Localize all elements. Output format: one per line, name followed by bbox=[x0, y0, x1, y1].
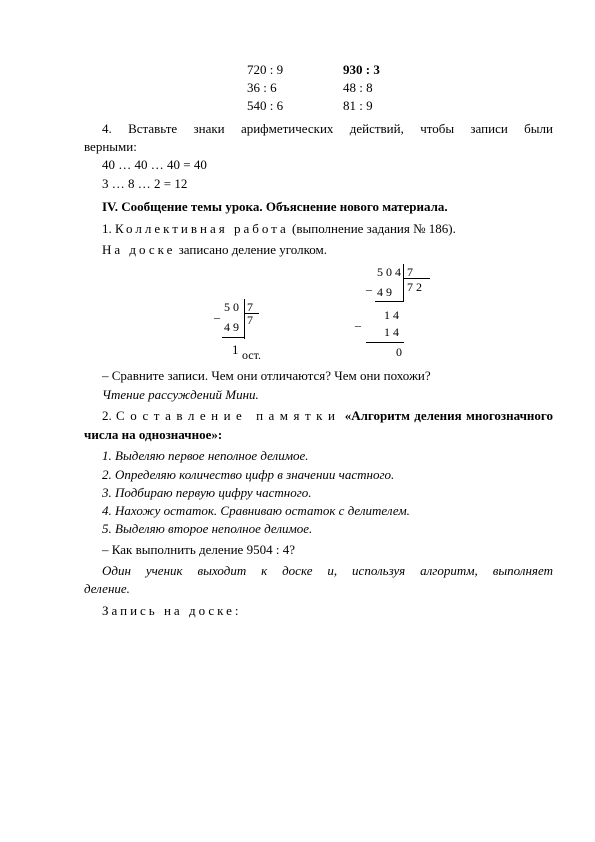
student-word: алгоритм, bbox=[420, 563, 478, 578]
division-left-quotient: 7 bbox=[247, 313, 253, 327]
item1-line bbox=[102, 221, 456, 237]
task4-equation-1: 40 … 40 … 40 = 40 bbox=[102, 157, 207, 172]
division-right-partial: 14 bbox=[384, 308, 402, 322]
task4-word: чтобы bbox=[420, 121, 455, 136]
task4-word: действий, bbox=[349, 121, 404, 136]
division-left-remainder-label: ост. bbox=[242, 348, 261, 362]
student-word: Один bbox=[102, 563, 131, 578]
item2-spaced-title: Составление памятки bbox=[116, 408, 341, 423]
item2-word: «Алгоритм bbox=[344, 408, 410, 423]
algorithm-step-5: 5. Выделяю второе неполное делимое. bbox=[102, 521, 313, 536]
item1-rest: (выполнение задания № 186). bbox=[292, 221, 456, 236]
algorithm-step-3: 3. Подбираю первую цифру частного. bbox=[102, 485, 312, 500]
task4-word: арифметических bbox=[240, 121, 334, 136]
reading-line: Чтение рассуждений Мини. bbox=[102, 387, 259, 402]
division-left-divisor: 7 bbox=[247, 300, 256, 314]
exercise-col2-row2: 48 : 8 bbox=[343, 80, 373, 95]
algorithm-step-2: 2. Определяю количество цифр в значении частного. bbox=[102, 467, 395, 482]
division-left-underline bbox=[222, 337, 244, 338]
compare-question: – Сравните записи. Чем они отличаются? Чем они похожи? bbox=[102, 368, 431, 383]
division-left-remainder: 1 bbox=[232, 342, 239, 357]
student-word: к bbox=[261, 563, 268, 578]
division-right-underline-2 bbox=[366, 342, 404, 343]
student-word: доске bbox=[282, 563, 313, 578]
task4-line1 bbox=[102, 121, 553, 137]
task4-word: знаки bbox=[193, 121, 225, 136]
division-left-subtrahend: 49 bbox=[224, 320, 242, 334]
board-record: Запись на доске: bbox=[102, 603, 242, 618]
item2-word: многозначного bbox=[465, 408, 553, 423]
division-right-subtrahend-1: 49 bbox=[377, 285, 395, 299]
algorithm-step-4: 4. Нахожу остаток. Сравниваю остаток с делителем. bbox=[102, 503, 410, 518]
division-left-bracket-vertical bbox=[244, 299, 245, 339]
board-rest: записано деление уголком. bbox=[178, 242, 327, 257]
division-right-subtrahend-2: 14 bbox=[384, 325, 402, 339]
student-word: выполняет bbox=[492, 563, 553, 578]
division-left-minus: – bbox=[214, 310, 220, 324]
division-right-minus-2: – bbox=[355, 318, 361, 332]
student-line2: деление. bbox=[84, 581, 130, 596]
exercise-col1-row1: 720 : 9 bbox=[247, 62, 284, 77]
student-word: ученик bbox=[145, 563, 183, 578]
item1-number: 1. bbox=[102, 221, 112, 236]
task4-equation-2: 3 … 8 … 2 = 12 bbox=[102, 176, 188, 191]
exercise-col2-row3: 81 : 9 bbox=[343, 98, 373, 113]
exercise-col1-row3: 540 : 6 bbox=[247, 98, 284, 113]
item2-number: 2. bbox=[102, 408, 112, 423]
exercise-col2-row1: 930 : 3 bbox=[343, 62, 380, 77]
task4-line2: верными: bbox=[84, 139, 137, 154]
division-right-bracket-vertical bbox=[403, 264, 404, 302]
algorithm-step-1: 1. Выделяю первое неполное делимое. bbox=[102, 448, 309, 463]
student-line1 bbox=[102, 563, 553, 579]
task4-word: записи bbox=[470, 121, 508, 136]
item1-spaced-title: Коллективная работа bbox=[115, 221, 289, 236]
division-right-underline-1 bbox=[375, 301, 403, 302]
task4-word: Вставьте bbox=[128, 121, 178, 136]
board-spaced: На доске bbox=[102, 242, 176, 257]
student-word: выходит bbox=[197, 563, 247, 578]
section-iv-title: IV. Сообщение темы урока. Объяснение нового материала. bbox=[102, 199, 448, 214]
exercise-col1-row2: 36 : 6 bbox=[247, 80, 277, 95]
division-right-divisor: 7 bbox=[407, 265, 416, 279]
division-right-bracket-horizontal bbox=[404, 278, 430, 279]
task4-word: были bbox=[524, 121, 553, 136]
board-line bbox=[102, 242, 327, 258]
item2-word: деления bbox=[414, 408, 462, 423]
division-right-remainder: 0 bbox=[396, 345, 402, 359]
student-word: используя bbox=[352, 563, 406, 578]
task4-word: 4. bbox=[102, 121, 112, 136]
division-right-minus-1: – bbox=[366, 282, 372, 296]
division-right-quotient: 72 bbox=[407, 280, 425, 294]
item2-line1 bbox=[102, 408, 553, 424]
division-left-dividend: 50 bbox=[224, 300, 242, 314]
division-right-dividend: 504 bbox=[377, 265, 404, 279]
student-word: и, bbox=[327, 563, 338, 578]
item2-line2: числа на однозначное»: bbox=[84, 427, 223, 442]
question-9504: – Как выполнить деление 9504 : 4? bbox=[102, 542, 295, 557]
